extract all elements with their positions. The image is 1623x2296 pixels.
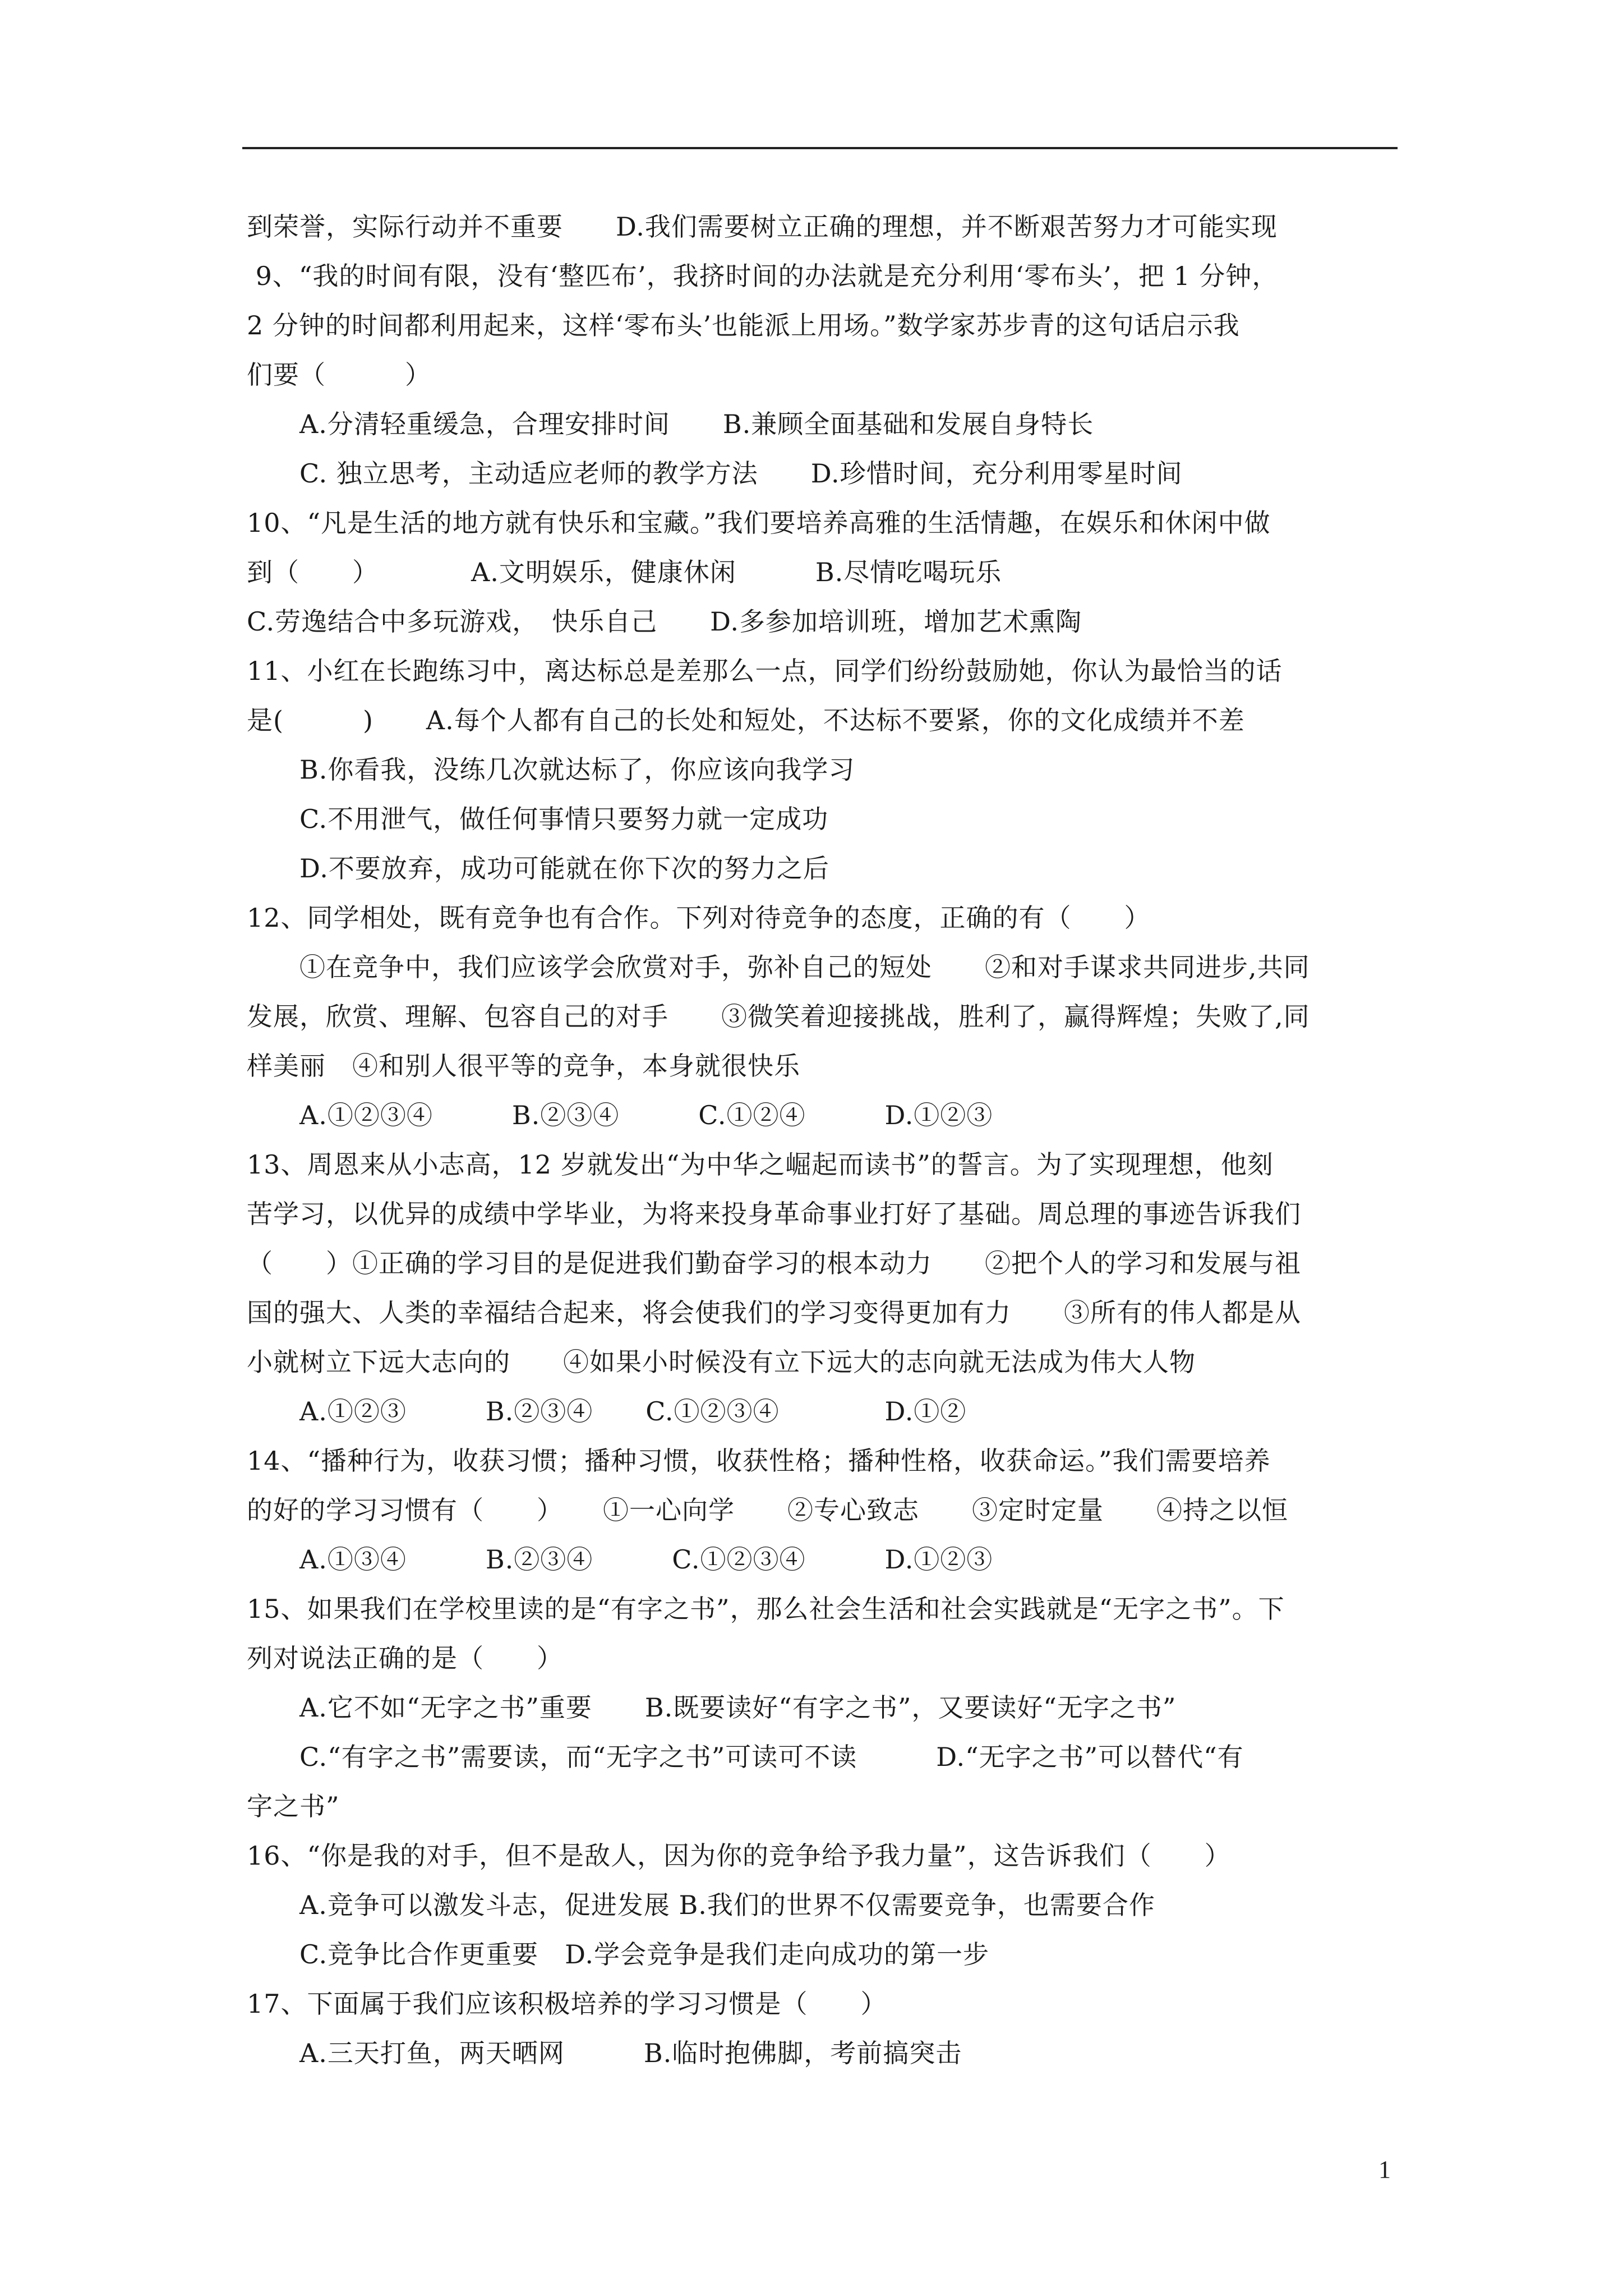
text-line: 发展，欣赏、理解、包容自己的对手 ③微笑着迎接挑战，胜利了，赢得辉煌；失败了,同 (247, 1001, 1310, 1032)
text-line: D.不要放弃，成功可能就在你下次的努力之后 (247, 853, 829, 884)
text-line: 们要（ ） (247, 360, 431, 390)
text-line: A.①②③④ B.②③④ C.①②④ D.①②③ (247, 1100, 993, 1130)
text-line: 12、同学相处，既有竞争也有合作。下列对待竞争的态度，正确的有（ ） (247, 903, 1151, 933)
text-line: 15、如果我们在学校里读的是“有字之书”，那么社会生活和社会实践就是“无字之书”。下 (247, 1594, 1285, 1624)
text-line: 苦学习，以优异的成绩中学毕业，为将来投身革命事业打好了基础。周总理的事迹告诉我们 (247, 1199, 1301, 1229)
text-line: C.竞争比合作更重要 D.学会竞争是我们走向成功的第一步 (247, 1939, 990, 1970)
text-line: 10、“凡是生活的地方就有快乐和宝藏。”我们要培养高雅的生活情趣，在娱乐和休闲中做 (247, 508, 1271, 538)
text-line: 字之书” (247, 1791, 340, 1821)
text-line: ①在竞争中，我们应该学会欣赏对手，弥补自己的短处 ②和对手谋求共同进步,共同 (247, 952, 1310, 982)
header-rule (242, 147, 1398, 149)
page-number: 1 (1378, 2156, 1391, 2183)
text-line: A.分清轻重缓急，合理安排时间 B.兼顾全面基础和发展自身特长 (247, 409, 1094, 439)
text-line: A.①③④ B.②③④ C.①②③④ D.①②③ (247, 1544, 993, 1575)
text-line: C. 独立思考，主动适应老师的教学方法 D.珍惜时间，充分利用零星时间 (247, 458, 1183, 489)
text-line: （ ）①正确的学习目的是促进我们勤奋学习的根本动力 ②把个人的学习和发展与祖 (247, 1248, 1301, 1278)
text-line: 9、“我的时间有限，没有‘整匹布’，我挤时间的办法就是充分利用‘零布头’，把 1 分钟， (247, 261, 1279, 291)
text-line: 14、“播种行为，收获习惯；播种习惯，收获性格；播种性格，收获命运。”我们需要培养 (247, 1446, 1271, 1476)
text-line: 13、周恩来从小志高，12 岁就发出“为中华之崛起而读书”的誓言。为了实现理想，他刻 (247, 1149, 1274, 1180)
text-line: 到（ ） A.文明娱乐，健康休闲 B.尽情吃喝玩乐 (247, 557, 1002, 587)
text-line: B.你看我，没练几次就达标了，你应该向我学习 (247, 754, 855, 785)
text-line: A.它不如“无字之书”重要 B.既要读好“有字之书”，又要读好“无字之书” (247, 1692, 1177, 1723)
text-line: 国的强大、人类的幸福结合起来，将会使我们的学习变得更加有力 ③所有的伟人都是从 (247, 1297, 1301, 1328)
text-line: 的好的学习习惯有（ ） ①一心向学 ②专心致志 ③定时定量 ④持之以恒 (247, 1495, 1288, 1525)
text-line: 小就树立下远大志向的 ④如果小时候没有立下远大的志向就无法成为伟大人物 (247, 1347, 1196, 1377)
text-line: 到荣誉，实际行动并不重要 D.我们需要树立正确的理想，并不断艰苦努力才可能实现 (247, 211, 1278, 242)
text-line: 16、“你是我的对手，但不是敌人，因为你的竞争给予我力量”，这告诉我们（ ） (247, 1841, 1231, 1871)
text-line: 是( ) A.每个人都有自己的长处和短处，不达标不要紧，你的文化成绩并不差 (247, 705, 1245, 735)
text-line: 样美丽 ④和别人很平等的竞争，本身就很快乐 (247, 1051, 800, 1081)
text-line: A.竞争可以激发斗志，促进发展 B.我们的世界不仅需要竞争，也需要合作 (247, 1890, 1155, 1920)
text-line: A.①②③ B.②③④ C.①②③④ D.①② (247, 1396, 967, 1427)
text-line: 17、下面属于我们应该积极培养的学习习惯是（ ） (247, 1989, 887, 2019)
text-line: C.不用泄气，做任何事情只要努力就一定成功 (247, 804, 829, 834)
text-line: 2 分钟的时间都利用起来，这样‘零布头’也能派上用场。”数学家苏步青的这句话启示我 (247, 310, 1240, 341)
text-line: A.三天打鱼，两天晒网 B.临时抱佛脚，考前搞突击 (247, 2038, 962, 2068)
text-line: C.“有字之书”需要读，而“无字之书”可读可不读 D.“无字之书”可以替代“有 (247, 1742, 1244, 1772)
text-line: 11、小红在长跑练习中，离达标总是差那么一点，同学们纷纷鼓励她，你认为最恰当的话 (247, 656, 1283, 686)
text-line: C.劳逸结合中多玩游戏， 快乐自己 D.多参加培训班，增加艺术熏陶 (247, 606, 1082, 637)
text-line: 列对说法正确的是（ ） (247, 1643, 563, 1673)
